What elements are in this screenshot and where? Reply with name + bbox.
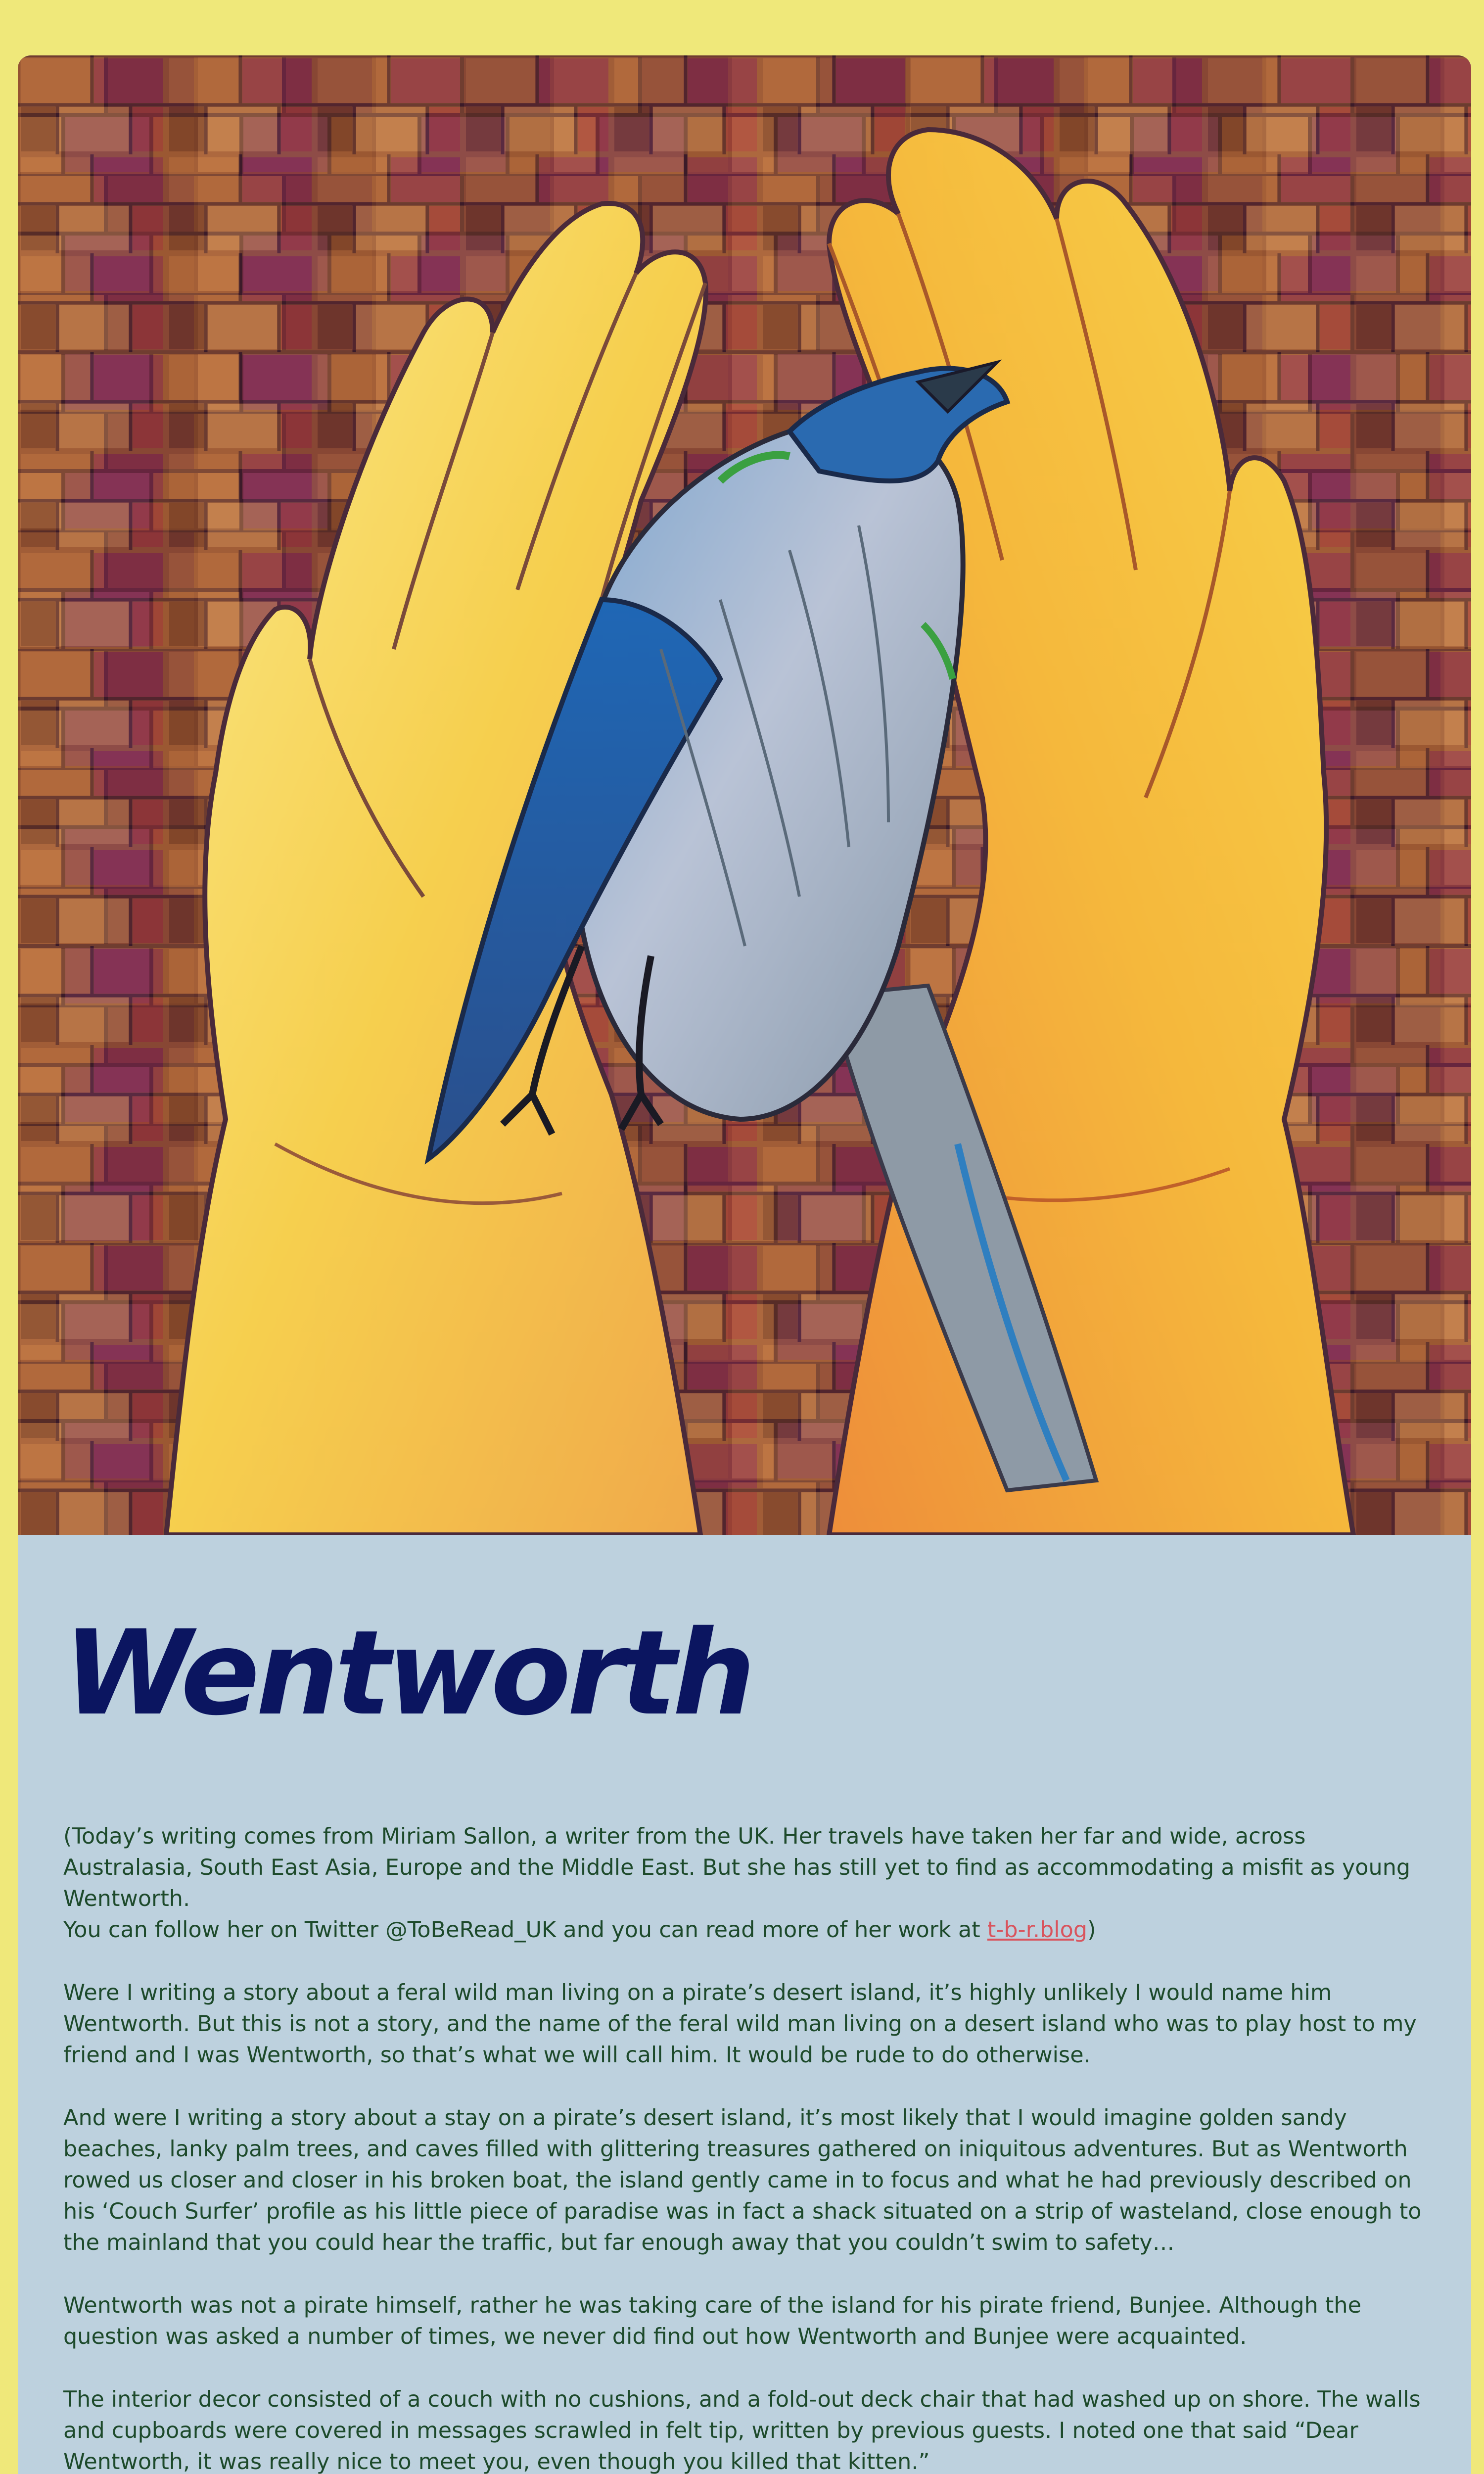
intro-follow-text: You can follow her on Twitter @ToBeRead_UK and you can read more of her work at xyxy=(63,1917,987,1943)
article-content xyxy=(63,1535,1429,2474)
intro-paragraph xyxy=(63,1821,1429,1946)
author-blog-link[interactable]: t-b-r.blog xyxy=(987,1917,1088,1943)
intro-closing-paren: ) xyxy=(1087,1917,1096,1943)
paragraph-2: And were I writing a story about a stay on a pirate’s desert island, it’s most likely that I would imagine golden sandy beaches, lanky palm trees, and caves filled with glittering treasures gathered on iniquitous adventures. But as Wentworth rowed us closer and closer in his broken boat, the island gently came in to focus and what he had previously described on his ‘Couch Surfer’ profile as his little piece of paradise was in fact a shack situated on a strip of wasteland, close enough to the mainland that you could hear the traffic, but far enough away that you couldn’t swim to safety… xyxy=(63,2105,1422,2255)
hero-illustration-artwork xyxy=(18,55,1471,1535)
paragraph-1: Were I writing a story about a feral wild man living on a pirate’s desert island, it’s highly unlikely I would name him Wentworth. But this is not a story, and the name of the feral wild man living on a desert island who was to play host to my friend and I was Wentworth, so that’s what we will call him. It would be rude to do otherwise. xyxy=(63,1980,1417,2068)
paragraph-3: Wentworth was not a pirate himself, rather he was taking care of the island for his pirate friend, Bunjee. Although the question was asked a number of times, we never did find out how Wentworth and Bunjee were acquainted. xyxy=(63,2293,1361,2349)
intro-text: (Today’s writing comes from Miriam Sallon, a writer from the UK. Her travels have taken her far and wide, across Australasia, South East Asia, Europe and the Middle East. But she has still yet to find as accommodating a misfit as young Wentworth. xyxy=(63,1824,1411,1911)
paragraph-4: The interior decor consisted of a couch with no cushions, and a fold-out deck chair that had washed up on shore. The walls and cupboards were covered in messages scrawled in felt tip, written by previous guests. I noted one that said “Dear Wentworth, it was really nice to meet you, even though you killed that kitten.” xyxy=(63,2387,1421,2474)
hero-illustration xyxy=(18,55,1471,1535)
article-body xyxy=(63,1821,1429,2474)
article-title: Wentworth xyxy=(63,1605,752,1741)
article-card xyxy=(18,55,1471,2474)
